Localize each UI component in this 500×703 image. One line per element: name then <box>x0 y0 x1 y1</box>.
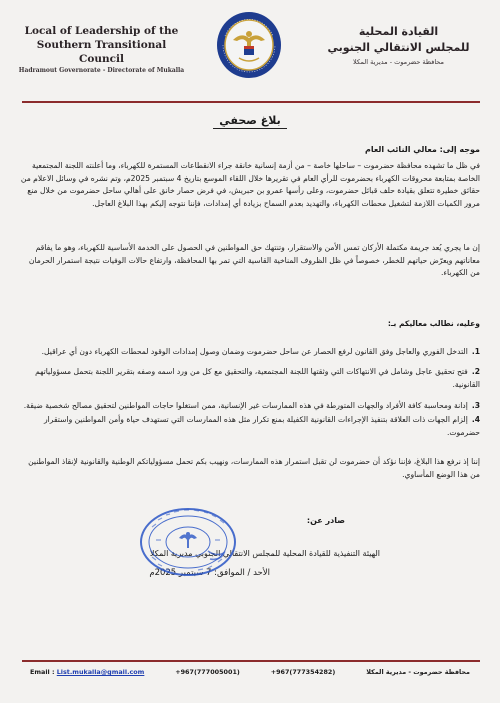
email-block <box>30 668 144 676</box>
official-stamp-icon <box>138 505 238 579</box>
header-ar-line2: للمجلس الانتقالي الجنوبي <box>327 41 470 54</box>
document-title <box>0 114 500 127</box>
header-divider <box>22 101 480 103</box>
request-text: إدانة ومحاسبة كافة الأفراد والجهات المتورطة في هذه الممارسات غير الإنسانية، ممن استغلوا حاجات المواطنين لتحقيق مصالح شخصية ضيقة. <box>23 401 468 410</box>
request-item <box>20 400 480 413</box>
header-en-line2: Southern Transitional Council <box>36 39 167 65</box>
paragraph-1: في ظل ما تشهده محافظة حضرموت – ساحلها خاصة – من أزمة إنسانية خانقة جراء الانقطاعات المستمرة للكهرباء، وما أعلنته اللجنة المجتمعية الخاصة بمتابعة محروقات الكهرباء بحضرموت للرأي العام في تقريرها خلال اللقاء الموسع بتاريخ 4 سبتمبر 2025م، وتم نشره في وسائل الاعلام من حقائق خطيرة تتعلق بقيادة حلف قبائل حضرموت، وعلى رأسها عمرو بن حبريش، في فرض حصار خانق على أهالي ساحل حضرموت من خلال منع مرور الكميات اللازمة لتشغيل محطات الكهرباء، والتهديد بعدم السماح بزيادة أي إمدادات، فإننا نتوجه إليكم بهذا البلاغ العاجل. <box>20 161 480 208</box>
issue-date: الأحد / الموافق: 7 سبتمبر 2025م <box>149 568 270 578</box>
request-number: 1. <box>471 347 480 356</box>
eagle-emblem-icon <box>215 10 283 80</box>
paragraph-2: إن ما يجري يُعد جريمة مكتملة الأركان تمس الأمن والاستقرار، وتنتهك حق المواطنين في الحصول على الخدمة الأساسية للكهرباء، وهو ما يفاقم معاناتهم ويعرّض حياتهم للخطر، خصوصاً في ظل الظروف المناخية القاسية التي تمر بها المحافظة، وارتفاع حالات الوفيات نتيجة استمرار الحرمان من الكهرباء. <box>28 243 480 278</box>
issuing-organization: الهيئة التنفيذية للقيادة المحلية للمجلس الانتقالي الجنوبي مديرية المكلا <box>149 549 380 558</box>
header-ar-line3: محافظة حضرموت - مديرية المكلا <box>353 58 444 66</box>
footer-contact <box>30 668 470 676</box>
request-number: 2. <box>471 367 480 376</box>
header-en-line3: Hadramout Governorate - Directorate of Mukalla <box>18 67 185 74</box>
request-number: 4. <box>471 415 480 424</box>
email-label: Email : <box>30 668 55 676</box>
header-ar-line1: القيادة المحلية <box>358 25 439 38</box>
closing-paragraph: إننا إذ نرفع هذا البلاغ، فإننا نؤكد أن حضرموت لن تقبل استمرار هذه الممارسات، ونهيب بكم تحمل مسؤولياتكم الوطنية والقانونية لإنقاذ المواطنين من هذا الوضع المأساوي. <box>28 457 480 479</box>
header-en-line1: Local of Leadership of the <box>24 25 179 37</box>
requests-intro: وعليه، نطالب معاليكم بـ: <box>387 319 480 328</box>
request-item <box>20 366 480 391</box>
email-link[interactable]: List.mukalla@gmail.com <box>56 668 145 676</box>
request-number: 3. <box>471 401 480 410</box>
request-text: إلزام الجهات ذات العلاقة بتنفيذ الإجراءات القانونية الكفيلة بمنع تكرار مثل هذه الممارسات التي تستهدف حياة وأمن المواطنين واستقرار حضرموت. <box>44 415 480 437</box>
phone-1: +967(777005001) <box>175 668 240 676</box>
header-english <box>14 24 189 74</box>
issued-from-label: صادر عن: <box>306 516 345 525</box>
request-item <box>20 346 480 359</box>
header-arabic <box>311 24 486 66</box>
addressee-line: موجه إلى: معالي النائب العام <box>365 145 480 154</box>
document-title-text: بلاغ صحفي <box>213 114 286 129</box>
phone-2: +967(777354282) <box>270 668 336 676</box>
footer-divider <box>22 660 480 662</box>
request-text: التدخل الفوري والعاجل وفق القانون لرفع الحصار عن ساحل حضرموت وضمان وصول إمدادات الوقود لمحطات الكهرباء دون أي عراقيل. <box>41 347 468 356</box>
request-item <box>20 414 480 439</box>
request-text: فتح تحقيق عاجل وشامل في الانتهاكات التي وثقتها اللجنة المجتمعية، والتحقيق مع كل من ورد اسمه وصفه بتقرير اللجنة بتحمل مسؤولياتهم القانونية. <box>35 367 480 389</box>
footer-address: محافظة حضرموت - مديرية المكلا <box>366 668 470 676</box>
